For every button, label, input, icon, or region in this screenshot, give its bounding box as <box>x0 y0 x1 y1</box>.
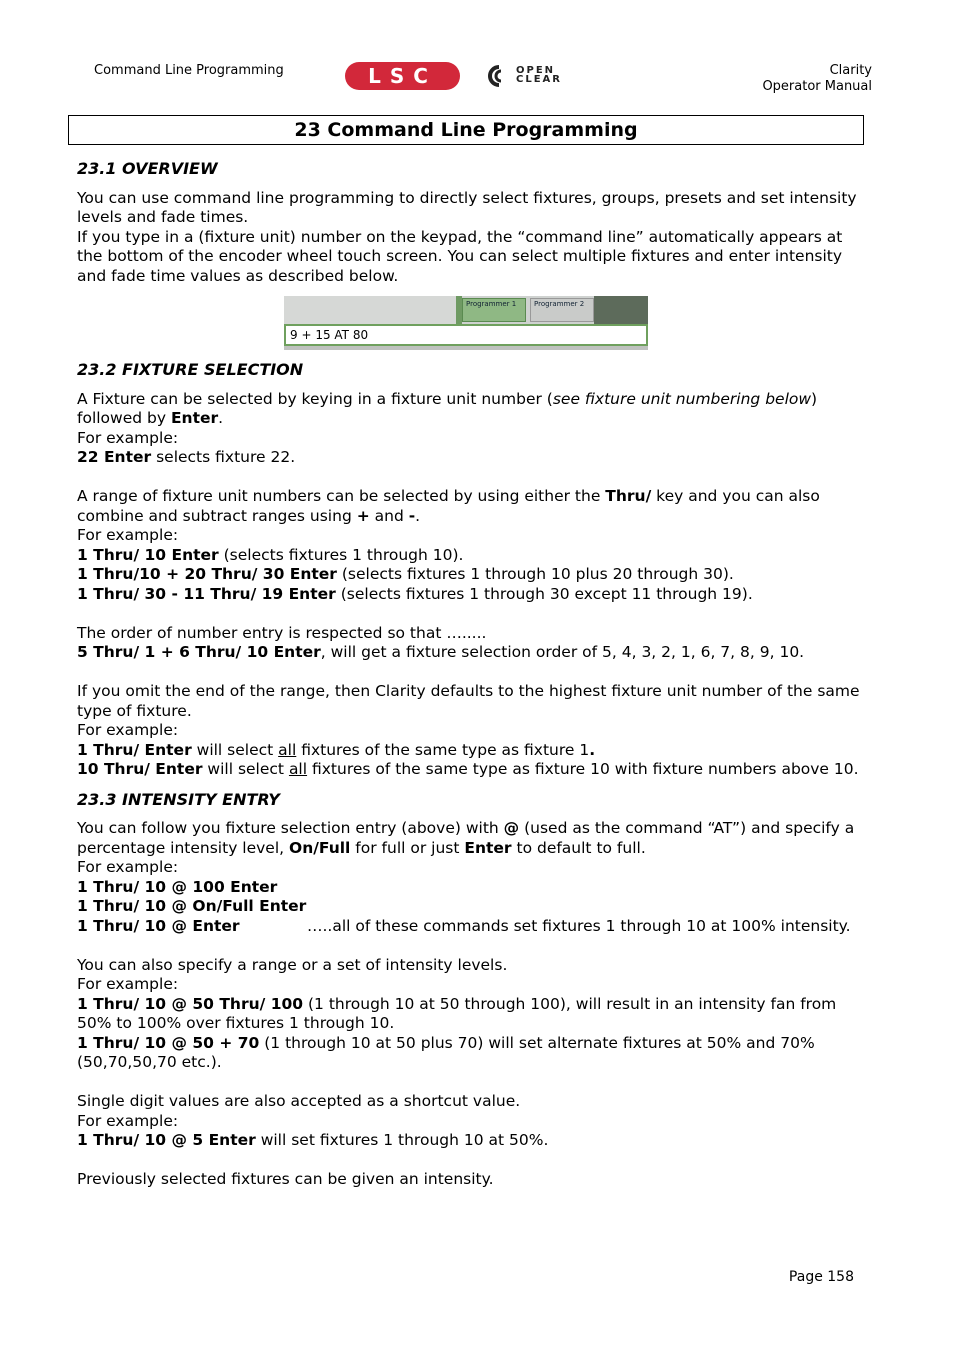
example-line: 1 Thru/ 10 @ 50 + 70 (1 through 10 at 50 plus 70) will set alternate fixtures at 50% and 70% (50,70,50,70 etc.). <box>77 1033 815 1071</box>
header-manual: Operator Manual <box>762 79 872 94</box>
lsc-logo: LSC <box>345 62 460 90</box>
header-left: Command Line Programming <box>94 63 284 78</box>
tab-programmer-2: Programmer 2 <box>530 298 594 322</box>
example-line: 1 Thru/ 10 @ On/Full Enter <box>77 897 307 915</box>
for-example-label: For example: <box>77 721 179 739</box>
for-example-label: For example: <box>77 526 179 544</box>
paragraph: Previously selected fixtures can be given an intensity. <box>77 1170 494 1188</box>
page-number: Page 158 <box>788 1269 854 1285</box>
header-right <box>762 63 872 95</box>
section-heading-overview: 23.1 OVERVIEW <box>77 159 218 178</box>
command-line-screenshot <box>284 296 648 350</box>
paragraph: Single digit values are also accepted as a shortcut value. <box>77 1092 521 1110</box>
open-clear-wordmark <box>516 66 562 84</box>
example-line: 1 Thru/ 30 - 11 Thru/ 19 Enter (selects fixtures 1 through 30 except 11 through 19). <box>77 584 753 603</box>
paragraph: You can use command line programming to directly select fixtures, groups, presets and set intensity levels and fade times. <box>77 188 857 226</box>
paragraph: The order of number entry is respected so that …..... <box>77 623 487 642</box>
for-example-label: For example: <box>77 975 179 993</box>
paragraph: If you omit the end of the range, then Clarity defaults to the highest fixture unit number of the same type of fixture. <box>77 682 860 720</box>
open-clear-mark-icon <box>481 64 517 88</box>
example-line: 22 Enter selects fixture 22. <box>77 448 296 466</box>
paragraph: If you type in a (fixture unit) number on the keypad, the “command line” automatically appears at the bottom of the encoder wheel touch screen. You can select multiple fixtures and enter intensity and fade time values as described below. <box>77 227 843 285</box>
example-line: 1 Thru/ 10 @ Enter …..all of these commands set fixtures 1 through 10 at 100% intensity. <box>77 916 851 935</box>
header-product: Clarity <box>829 63 872 78</box>
page-content <box>77 159 867 1190</box>
open-clear-line1: OPEN <box>516 65 556 76</box>
tab-programmer-1: Programmer 1 <box>462 298 526 322</box>
example-line: 10 Thru/ Enter will select all fixtures of the same type as fixture 10 with fixture numbers above 10. <box>77 760 859 778</box>
example-line: 1 Thru/ 10 @ 100 Enter <box>77 877 278 896</box>
for-example-label: For example: <box>77 858 179 876</box>
example-line: 1 Thru/ 10 @ 50 Thru/ 100 (1 through 10 at 50 through 100), will result in an intensity fan from 50% to 100% over fixtures 1 through 10. <box>77 994 837 1032</box>
open-clear-line2: CLEAR <box>516 74 562 85</box>
command-line-field: 9 + 15 AT 80 <box>284 324 648 346</box>
chapter-title: 23 Command Line Programming <box>68 115 864 145</box>
section-heading-intensity-entry: 23.3 INTENSITY ENTRY <box>77 789 280 809</box>
for-example-label: For example: <box>77 428 179 447</box>
paragraph: You can follow you fixture selection entry (above) with @ (used as the command “AT”) and specify a percentage intensity level, On/Full for full or just Enter to default to full. <box>77 819 855 857</box>
paragraph: A range of fixture unit numbers can be selected by using either the Thru/ key and you can also combine and subtract ranges using + and -. <box>77 487 820 525</box>
paragraph: You can also specify a range or a set of intensity levels. <box>77 955 508 974</box>
for-example-label: For example: <box>77 1111 179 1130</box>
section-heading-fixture-selection: 23.2 FIXTURE SELECTION <box>77 360 304 379</box>
paragraph: A Fixture can be selected by keying in a fixture unit number (see fixture unit numbering below) followed by Enter. <box>77 389 818 427</box>
example-line: 1 Thru/10 + 20 Thru/ 30 Enter (selects fixtures 1 through 10 plus 20 through 30). <box>77 565 734 583</box>
example-line: 1 Thru/ Enter will select all fixtures of the same type as fixture 1. <box>77 740 596 759</box>
example-line: 5 Thru/ 1 + 6 Thru/ 10 Enter, will get a fixture selection order of 5, 4, 3, 2, 1, 6, 7, 8, 9, 10. <box>77 643 805 661</box>
example-line: 1 Thru/ 10 @ 5 Enter will set fixtures 1 through 10 at 50%. <box>77 1131 549 1149</box>
example-line: 1 Thru/ 10 Enter (selects fixtures 1 through 10). <box>77 545 464 564</box>
